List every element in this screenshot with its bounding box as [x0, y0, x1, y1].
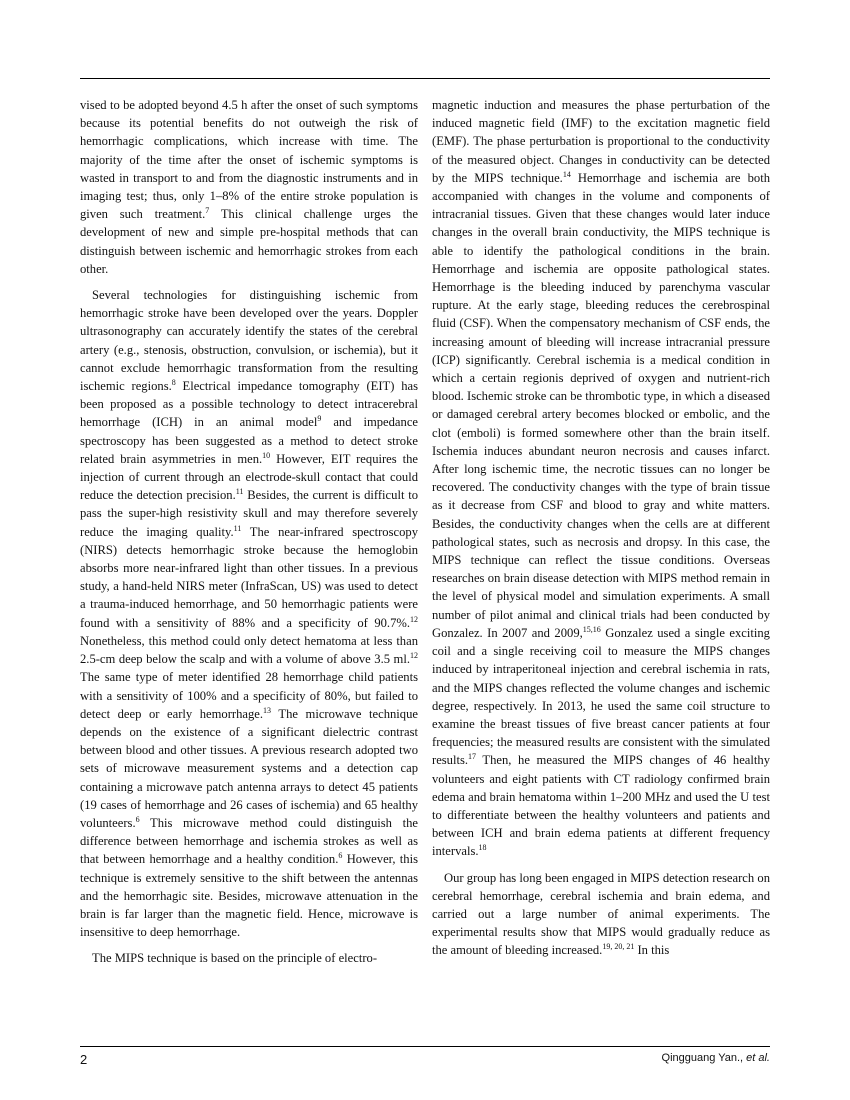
citation: 11 [235, 487, 244, 497]
left-column [80, 96, 418, 976]
paragraph [80, 286, 418, 941]
text-run: Electrical impedance tomography (EIT) has been proposed as a possible technology to detect intracerebral hemorrhage (ICH) in an animal model [80, 379, 418, 430]
running-author [662, 1052, 770, 1064]
header-rule [80, 78, 770, 79]
page-footer [80, 1052, 770, 1070]
paragraph [432, 96, 770, 861]
text-run: and impedance spectroscopy has been suggested as a method to detect stroke related brain asymmetries in men. [80, 415, 418, 466]
citation: 6 [135, 814, 140, 824]
paragraph [80, 96, 418, 278]
text-run: Nonetheless, this method could only detect hematoma at less than 2.5-cm deep below the scalp and with a volume of above 3.5 ml. [80, 633, 418, 667]
text-run: However, EIT requires the injection of current through an electrode-skull contact that could reduce the detection precision. [80, 451, 418, 503]
text-run: The near-infrared spectroscopy (NIRS) detects hemorrhagic stroke because the hemoglobin absorbs more near-infrared light than other tissues. In a previous study, a hand-held NIRS meter (InfraScan, US) was used to detect a trauma-induced hemorrhage, and 50 hemorrhagic patients were found with a sensitivity of 88% and a specificity of 90.7%. [80, 524, 418, 630]
text-run: In this [634, 943, 670, 958]
right-column [432, 96, 770, 968]
page-number: 2 [80, 1052, 88, 1067]
text-run: vised to be adopted beyond 4.5 h after the onset of such symptoms because its potential benefits do not outweigh the risk of hemorrhagic complications, which increase with time. The majority of the time after the onset of ischemic symptoms is wasted in transport to and from the diagnostic instruments and in imaging test; thus, only 1–8% of the entire stroke population is given such treatment. [80, 98, 418, 222]
author-suffix: et al. [746, 1052, 770, 1064]
citation: 11 [233, 523, 242, 533]
citation: 19, 20, 21 [602, 942, 635, 952]
citation: 12 [410, 650, 418, 660]
paragraph [80, 949, 418, 967]
citation: 13 [263, 705, 272, 715]
text-run: Besides, the current is difficult to pass the super-high resistivity skull and may therefore severely reduce the imaging quality. [80, 488, 419, 539]
text-run: Gonzalez used a single exciting coil and a single receiving coil to measure the MIPS changes induced by intraperitoneal injection and cerebral ischemia in rats, and the MIPS changes reflected the volume changes and ischemic degree, respectively. In 2013, he used the same coil structure to examine the breast tissues of five breast cancer patients at four frequencies; the measured results are consistent with the simulated results. [432, 625, 770, 768]
footer-rule [80, 1046, 770, 1047]
citation: 12 [410, 614, 418, 624]
text-run: The microwave technique depends on the existence of a significant dielectric contrast between blood and other tissues. A previous research adopted two sets of microwave measurement systems and a detection cap containing a microwave patch antenna arrays to detect 45 patients (19 cases of hemorrhage and 26 cases of ischemia) and 65 healthy volunteers. [80, 706, 418, 830]
text-run: The same type of meter identified 28 hemorrhage child patients with a sensitivity of 100% and a specificity of 80%, but failed to detect deep or early hemorrhage. [80, 670, 418, 721]
citation: 6 [338, 851, 343, 861]
text-run: This clinical challenge urges the development of new and simple pre-hospital methods that can distinguish between ischemic and hemorrhagic strokes from each other. [80, 207, 419, 276]
text-run: This microwave method could distinguish the difference between hemorrhage and ischemia strokes as well as that between hemorrhage and a healthy condition. [80, 815, 418, 867]
paragraph [432, 869, 770, 960]
text-run: Our group has long been engaged in MIPS detection research on cerebral hemorrhage, cerebral ischemia and brain edema, and carried out a large number of animal experiments. The experimental results show that MIPS would gradually reduce as the amount of bleeding increased. [432, 870, 770, 958]
citation: 14 [562, 169, 571, 179]
citation: 18 [478, 843, 487, 853]
author-name: Qingguang Yan., [661, 1052, 747, 1064]
text-run: magnetic induction and measures the phase perturbation of the induced magnetic field (IMF) to the excitation magnetic field (EMF). The phase perturbation is proportional to the conductivity of the measured object. Changes in conductivity can be detected by the MIPS technique. [432, 98, 770, 185]
citation: 17 [468, 752, 477, 762]
citation: 15,16 [582, 624, 601, 634]
citation: 9 [317, 414, 322, 424]
text-run: However, this technique is extremely sensitive to the shift between the antennas and the hemorrhagic site. Besides, microwave attenuation in the brain is far larger than the magnetic field. Hence, microwave is insensitive to deep hemorrhage. [80, 852, 419, 940]
citation: 7 [205, 206, 210, 216]
citation: 10 [262, 450, 271, 460]
text-run: Several technologies for distinguishing ischemic from hemorrhagic stroke have been developed over the years. Doppler ultrasonography can accurately identify the states of the cerebral artery (e.g., stenosis, obstruction, convulsion, or ischemia), but it cannot exclude hemorrhagic transformation from the resulting ischemic regions. [80, 288, 418, 394]
text-run: Then, he measured the MIPS changes of 46 healthy volunteers and eight patients with CT radiology confirmed brain edema and brain hematoma within 1–200 MHz and used the U test to differentiate between the healthy volunteers and patients and between ICH and brain edema patients at different frequency intervals. [432, 753, 770, 859]
citation: 8 [171, 377, 176, 387]
text-run: The MIPS technique is based on the principle of electro- [92, 951, 378, 966]
text-run: Hemorrhage and ischemia are both accompanied with changes in the volume and components of intracranial tissues. Given that these changes would later induce changes in the overall brain conductivity, the MIPS technique is able to identify the pathological conditions in the brain. Hemorrhage and ischemia are opposite pathological states. Hemorrhage is the bleeding induced by parenchyma vascular rupture. At the early stage, bleeding reduces the cerebrospinal fluid (CSF). When the compensatory mechanism of CSF ends, the increasing amount of bleeding will increase intracranial pressure (ICP) significantly. Cerebral ischemia is a medical condition in which a certain regionis deprived of oxygen and nutrient-rich blood. Ischemic stroke can be thrombotic type, in which a diseased or damaged cerebral artery becomes blocked or embolic, and the clot (emboli) is formed somewhere other than the brain itself. Ischemia induces abundant neuron necrosis and causes infarct. After long ischemic time, the necrotic tissues can no longer be recovered. The conductivity changes with the type of brain tissue as it decrease from CSF and blood to gray and white matters. Besides, the conductivity changes when the cells are at different pathological states, such as necrosis and dropsy. In this case, the MIPS technique can reflect the tissue conditions. Overseas researches on brain disease detection with MIPS method remain in the level of physical model and simulation experiments. A small number of pilot animal and clinical trials had been conducted by Gonzalez. In 2007 and 2009, [432, 170, 770, 640]
